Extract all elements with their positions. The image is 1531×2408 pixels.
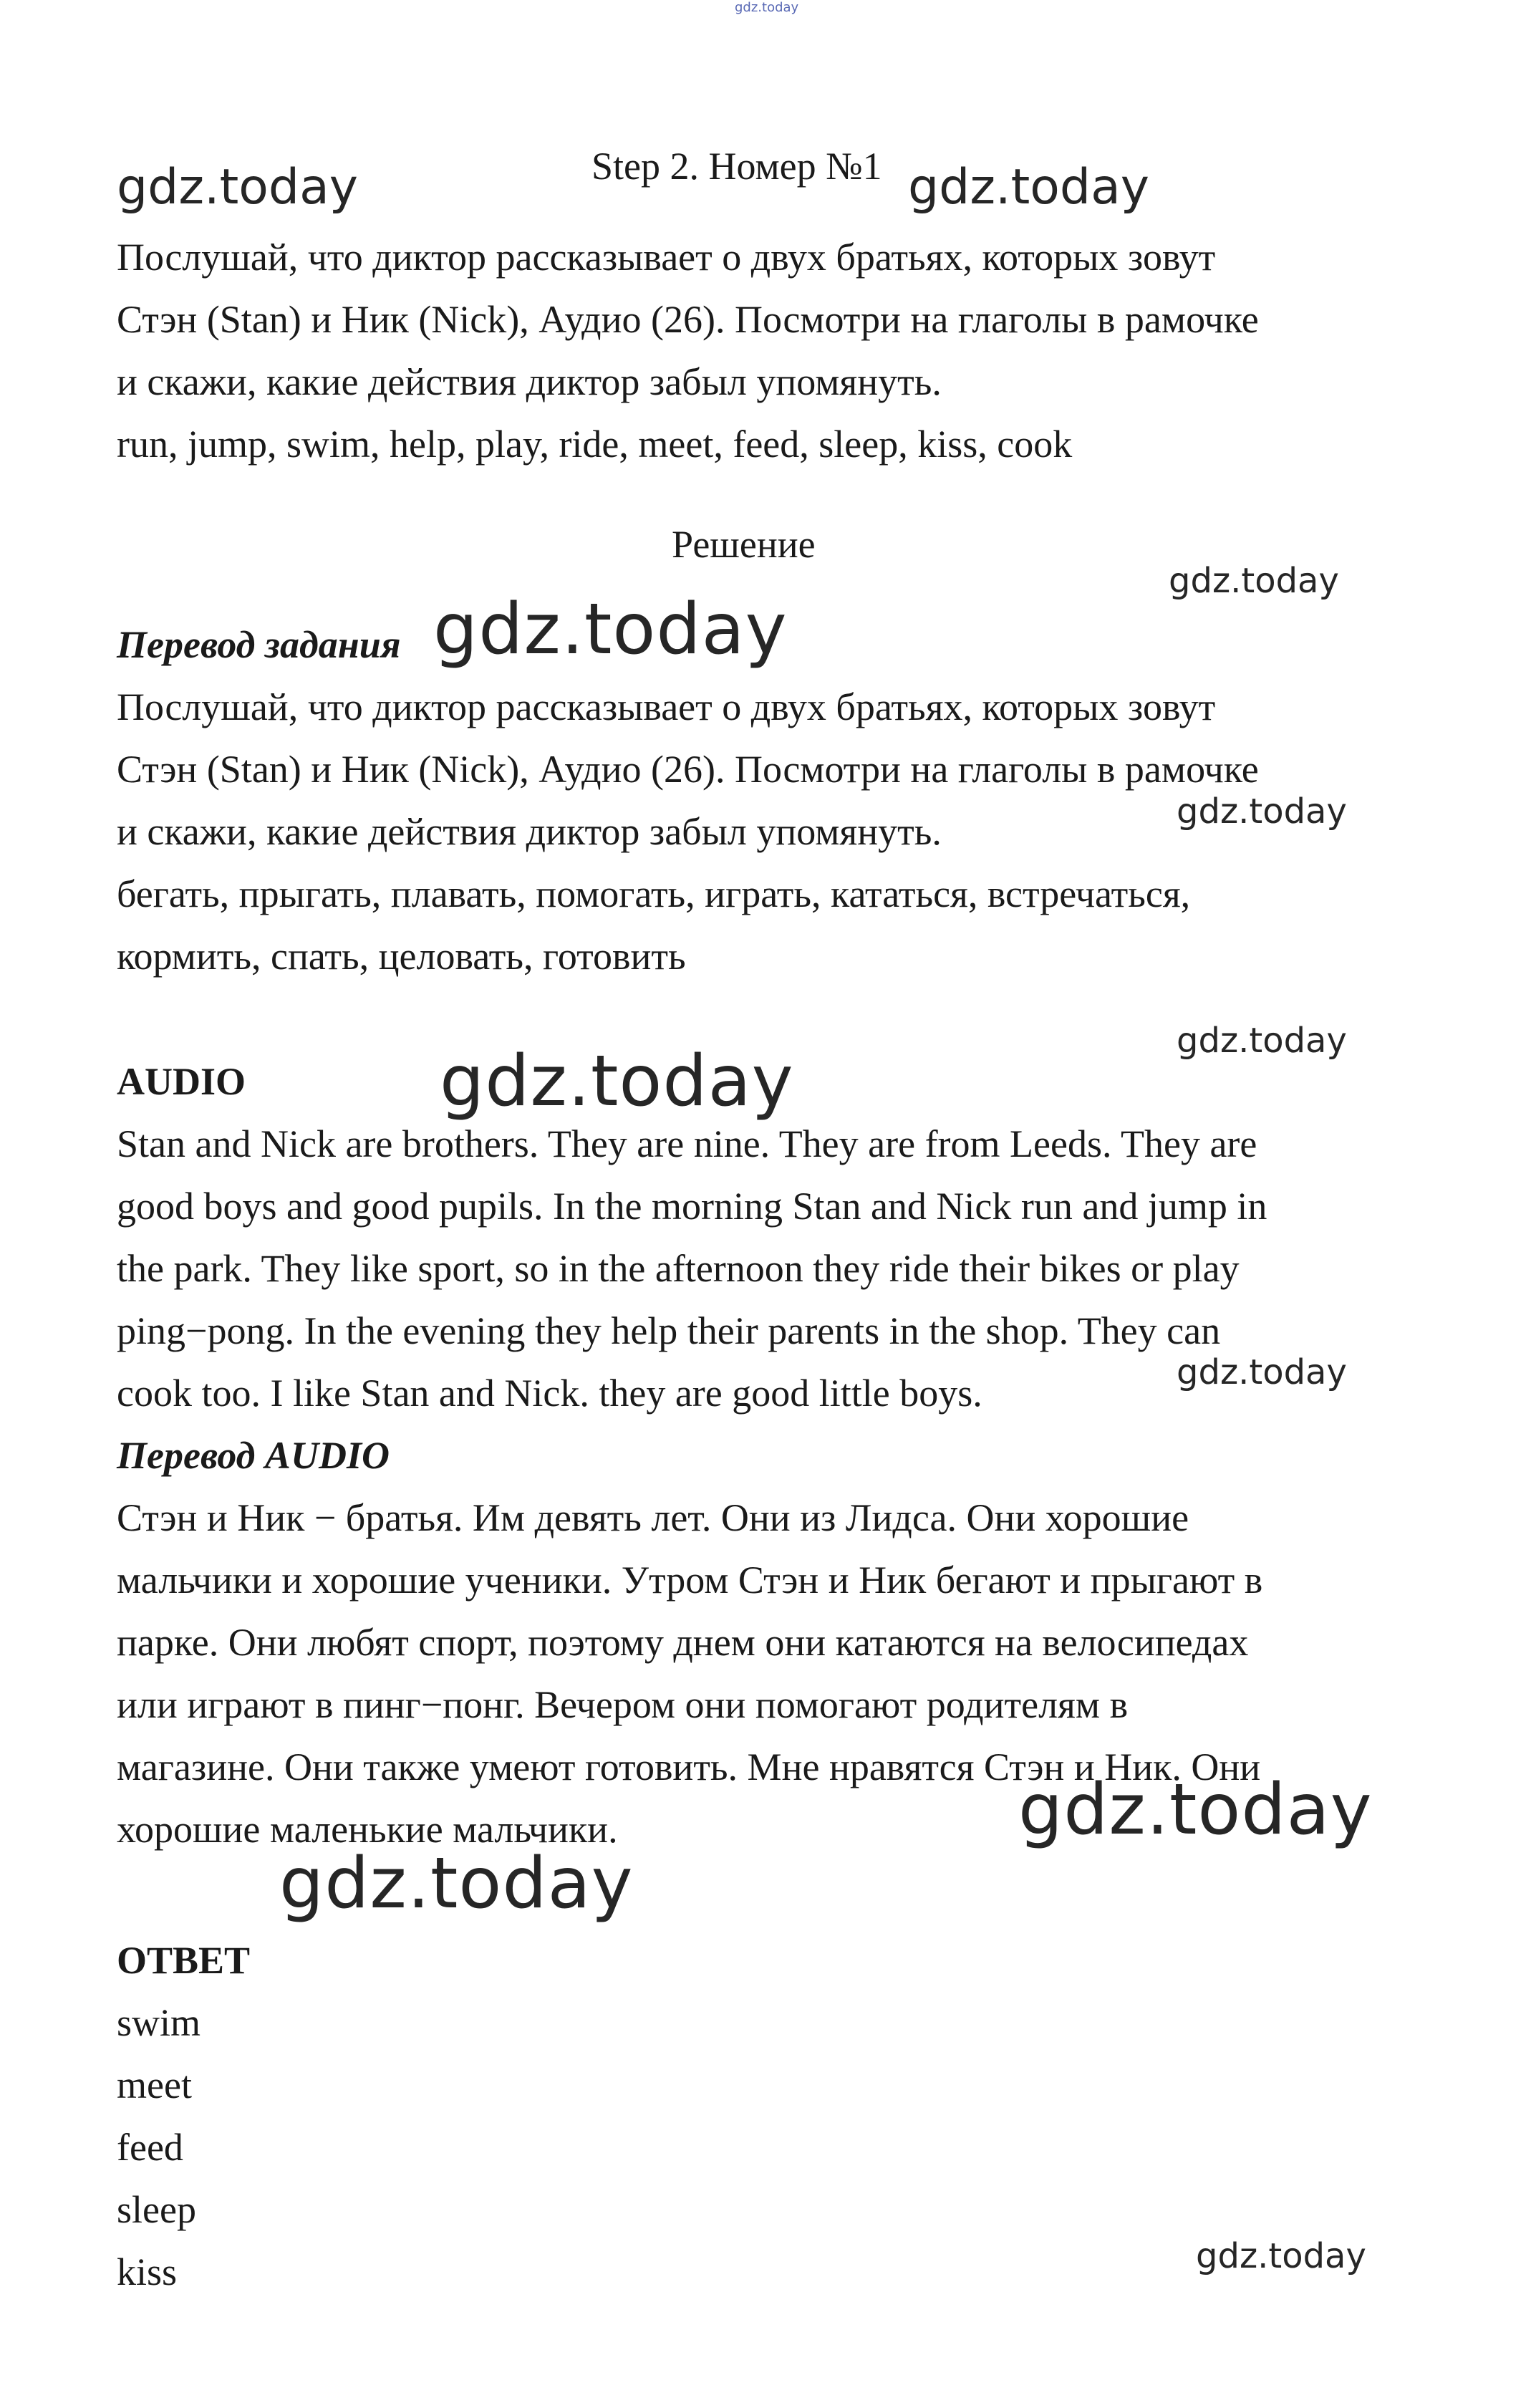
audio-line-3: the park. They like sport, so in the afternoon they ride their bikes or play	[117, 1247, 1240, 1290]
audio-line-5: cook too. I like Stan and Nick. they are good little boys.	[117, 1372, 982, 1415]
audio-line-2: good boys and good pupils. In the morning Stan and Nick run and jump in	[117, 1185, 1267, 1228]
answer-item: sleep	[117, 2188, 196, 2231]
watermark-answer: gdz.today	[1196, 2236, 1366, 2276]
audio-translation-line-1: Стэн и Ник − братья. Им девять лет. Они из Лидса. Они хорошие	[117, 1496, 1189, 1539]
audio-heading: AUDIO	[117, 1060, 246, 1103]
watermark-audio-translation-right: gdz.today	[1018, 1769, 1373, 1851]
translation-line-1: Послушай, что диктор рассказывает о двух братьях, которых зовут	[117, 685, 1216, 728]
audio-translation-line-5: магазине. Они также умеют готовить. Мне нравятся Стэн и Ник. Они	[117, 1745, 1261, 1788]
task-verbs: run, jump, swim, help, play, ride, meet, feed, sleep, kiss, cook	[117, 423, 1073, 466]
watermark-header-left: gdz.today	[117, 159, 358, 216]
answer-item: kiss	[117, 2250, 178, 2293]
answer-heading: ОТВЕТ	[117, 1939, 251, 1982]
translation-heading: Перевод задания	[117, 623, 401, 666]
watermark-solution: gdz.today	[1169, 561, 1339, 601]
watermark-audio-translation-left: gdz.today	[279, 1843, 634, 1925]
audio-translation-line-2: мальчики и хорошие ученики. Утром Стэн и Ник бегают и прыгают в	[117, 1559, 1263, 1602]
audio-line-1: Stan and Nick are brothers. They are nine. They are from Leeds. They are	[117, 1122, 1257, 1165]
translation-line-4: бегать, прыгать, плавать, помогать, играть, кататься, встречаться,	[117, 872, 1191, 915]
audio-translation-line-6: хорошие маленькие мальчики.	[117, 1808, 618, 1851]
audio-translation-heading: Перевод AUDIO	[117, 1434, 390, 1477]
audio-translation-line-3: парке. Они любят спорт, поэтому днем они катаются на велосипедах	[117, 1621, 1249, 1664]
audio-translation-line-4: или играют в пинг−понг. Вечером они помогают родителям в	[117, 1683, 1129, 1726]
answer-item: swim	[117, 2001, 201, 2044]
answer-item: meet	[117, 2063, 192, 2106]
translation-line-5: кормить, спать, целовать, готовить	[117, 935, 686, 978]
task-line-1: Послушай, что диктор рассказывает о двух братьях, которых зовут	[117, 236, 1216, 279]
solution-heading: Решение	[672, 523, 816, 566]
watermark-audio: gdz.today	[440, 1041, 794, 1122]
task-line-3: и скажи, какие действия диктор забыл упомянуть.	[117, 360, 942, 403]
translation-line-2: Стэн (Stan) и Ник (Nick), Аудио (26). Посмотри на глаголы в рамочке	[117, 748, 1259, 791]
watermark-top: gdz.today	[735, 0, 799, 15]
watermark-header-right: gdz.today	[908, 159, 1149, 216]
answer-item: feed	[117, 2126, 183, 2169]
watermark-translation-2: gdz.today	[1177, 791, 1347, 832]
task-line-2: Стэн (Stan) и Ник (Nick), Аудио (26). Посмотри на глаголы в рамочке	[117, 298, 1259, 341]
watermark-translation: gdz.today	[433, 589, 788, 670]
translation-line-3: и скажи, какие действия диктор забыл упомянуть.	[117, 810, 942, 853]
audio-line-4: ping−pong. In the evening they help their parents in the shop. They can	[117, 1309, 1221, 1352]
watermark-audio-text: gdz.today	[1177, 1352, 1347, 1392]
watermark-audio-right: gdz.today	[1177, 1021, 1347, 1061]
page-title: Step 2. Номер №1	[591, 145, 882, 188]
